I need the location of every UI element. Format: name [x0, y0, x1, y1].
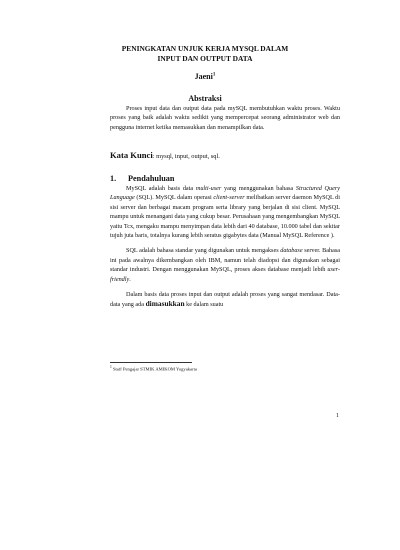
abstract-heading: Abstraksi — [188, 94, 222, 103]
author-name — [60, 72, 350, 81]
p1-text-g: melibatkan server daemon MySQL di sisi server dan berbagai macam program serta library yang berjalan di sisi client. MySQL mampu untuk menangani data yang cukup besar. Perusahaan yang mengembangkan MySQL yaitu Tcx, mengaku mampu menyimpan data lebih dari 40 database, 10.000 tabel dan sekitar tujuh juta baris, totalnya kurang lebih seratus gigabytes data (Manual MySQL Reference ). — [110, 194, 340, 240]
keywords — [110, 150, 350, 162]
section-heading — [110, 174, 174, 183]
p2-text-c: server. Bahasa ini pada awalnya dikembangkan oleh IBM, namun telah diadopsi dan digunakan sebagai standar industri. Dengan menggunakan MySQL, proses akses database menjadi lebih — [110, 247, 340, 274]
paragraph-3 — [110, 290, 340, 310]
footnote-mark: 1 — [110, 365, 112, 369]
title-line-1: PENINGKATAN UNJUK KERJA MYSQL DALAM — [121, 44, 289, 53]
paragraph-2 — [110, 246, 340, 284]
paper-title — [60, 44, 350, 63]
author-text: Jaeni — [194, 72, 213, 81]
p1-text-f: client-server — [213, 194, 245, 202]
p3-text-c: ke dalam suatu — [184, 301, 224, 309]
keywords-text: : mysql, input, output, sql. — [152, 153, 220, 160]
page-number: 1 — [336, 413, 339, 419]
abstract-text: Proses input data dan output data pada mySQL membutuhkan waktu proses. Waktu proses yang baik adalah waktu sedikit yang mempercepat seorang administrator web dan pengguna internet ketika memasukkan dan menampilkan data. — [110, 105, 340, 131]
p1-text-b: multi-user — [195, 185, 222, 192]
author-footnote-mark: 1 — [212, 72, 216, 78]
p3-text-b: dimasukkan — [145, 299, 185, 309]
paragraph-1 — [110, 184, 340, 240]
p1-text-e: (SQL). MySQL dalam operasi — [134, 194, 214, 202]
section-title: Pendahuluan — [128, 174, 175, 183]
section-body — [110, 184, 340, 316]
section-number: 1. — [110, 174, 117, 183]
p3-text-a: Dalam basis data proses input dan output adalah proses yang sangat mendasar. Data-data yang ada — [110, 291, 340, 309]
footnote-divider — [110, 362, 192, 363]
footnote — [110, 365, 197, 372]
p1-text-a: MySQL adalah basis data — [126, 185, 196, 192]
p1-text-d: Structured Query Language — [110, 185, 340, 202]
p2-text-a: SQL adalah bahasa standar yang digunakan untuk mengakses — [126, 247, 281, 255]
keywords-label: Kata Kunci — [110, 150, 153, 160]
p2-text-b: database — [280, 247, 303, 255]
p2-text-d: user-friendly — [110, 266, 340, 283]
footnote-text: Staff Pengajar STMIK AMIKOM Yogyakarta — [111, 366, 197, 372]
p1-text-c: yang menggunakan bahasa — [221, 185, 296, 192]
p2-text-e: . — [129, 275, 131, 283]
title-line-2: INPUT DAN OUTPUT DATA — [157, 53, 253, 63]
